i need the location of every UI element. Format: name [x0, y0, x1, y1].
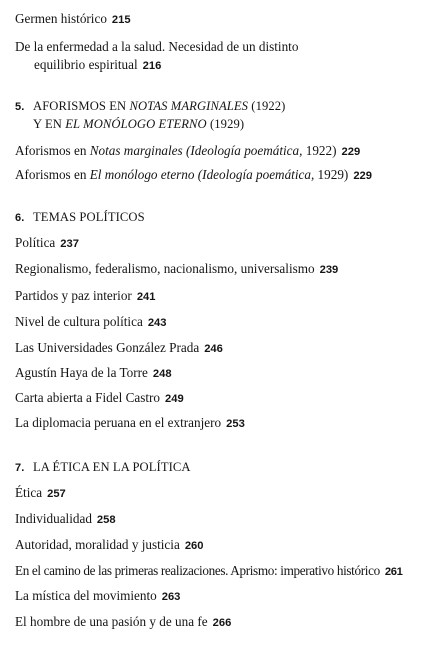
page-number: 253: [226, 418, 245, 430]
entry-title: Autoridad, moralidad y justicia: [15, 537, 180, 552]
page-number: 249: [165, 393, 184, 405]
entry-title-year: 1929): [314, 167, 349, 182]
toc-entry: [15, 143, 360, 160]
toc-entry: [15, 261, 338, 278]
section-title-year: (1929): [206, 117, 245, 131]
toc-entry: [15, 11, 131, 28]
page-number: 229: [353, 170, 372, 182]
toc-entry: [15, 563, 402, 580]
page-number: 258: [96, 514, 116, 526]
entry-title: Germen histórico: [15, 11, 107, 26]
section-heading-cont: [33, 116, 244, 132]
entry-title-cont: equilibrio espiritual: [34, 57, 138, 72]
section-number: 7.: [15, 462, 25, 474]
entry-title: Individualidad: [15, 511, 92, 526]
toc-entry: [15, 314, 166, 331]
section-number: 5.: [15, 101, 25, 113]
toc-entry: [15, 340, 223, 357]
toc-entry: [15, 485, 66, 502]
entry-title: La mística del movimiento: [15, 588, 157, 603]
section-title: TEMAS POLÍTICOS: [33, 210, 145, 224]
toc-entry: [15, 365, 172, 382]
page-number: 257: [47, 488, 66, 500]
toc-entry: [15, 39, 298, 55]
page-number: 248: [152, 368, 172, 380]
entry-title: De la enfermedad a la salud. Necesidad de un distinto: [15, 39, 299, 54]
toc-entry: [15, 537, 203, 554]
entry-title-year: 1922): [302, 143, 337, 158]
toc-entry: [15, 511, 116, 528]
page-number: 216: [142, 60, 162, 72]
entry-title: Regionalismo, federalismo, nacionalismo, universalismo: [15, 261, 315, 276]
entry-title: La diplomacia peruana en el extranjero: [15, 415, 222, 430]
page-number: 246: [204, 343, 223, 355]
section-title-part: Y EN: [33, 117, 66, 131]
section-heading: [15, 209, 145, 226]
section-number: 6.: [15, 212, 25, 224]
entry-title: Política: [15, 235, 56, 250]
page-number: 229: [341, 146, 361, 158]
entry-title: Nivel de cultura política: [15, 314, 143, 329]
toc-entry: [15, 588, 180, 605]
page-number: 243: [147, 317, 167, 329]
page-number: 260: [184, 540, 204, 552]
section-heading: [15, 459, 191, 476]
entry-title-italic: El monólogo eterno (Ideología poemática,: [89, 167, 315, 182]
section-title: LA ÉTICA EN LA POLÍTICA: [33, 460, 191, 474]
toc-entry: [15, 288, 156, 305]
entry-title: Aforismos en: [15, 167, 90, 182]
page-number: 237: [60, 238, 79, 250]
toc-entry: [15, 167, 372, 184]
section-title-year: (1922): [248, 99, 286, 113]
entry-title: El hombre de una pasión y de una fe: [15, 614, 208, 629]
toc-entry: [15, 390, 184, 407]
section-title-part: AFORISMOS EN: [33, 99, 130, 113]
page-number: 266: [212, 617, 232, 629]
section-title-italic: NOTAS MARGINALES: [129, 99, 249, 113]
entry-title: Aforismos en: [15, 143, 90, 158]
page-number: 239: [319, 264, 339, 276]
toc-entry-continuation: [34, 57, 161, 74]
entry-title: Partidos y paz interior: [15, 288, 132, 303]
page-number: 241: [136, 291, 156, 303]
toc-entry: [15, 614, 231, 631]
toc-entry: [15, 415, 245, 432]
entry-title-italic: Notas marginales (Ideología poemática,: [89, 143, 303, 158]
entry-title: Ética: [15, 485, 43, 500]
toc-entry: [15, 235, 79, 252]
entry-title: Agustín Haya de la Torre: [15, 365, 148, 380]
section-heading: [15, 98, 285, 115]
page-number: 263: [161, 591, 181, 603]
entry-title: En el camino de las primeras realizaciones. Aprismo: imperativo histórico: [15, 563, 380, 578]
page-number: 261: [384, 566, 403, 578]
entry-title: Las Universidades González Prada: [15, 340, 200, 355]
section-title-italic: EL MONÓLOGO ETERNO: [65, 117, 207, 131]
entry-title: Carta abierta a Fidel Castro: [15, 390, 161, 405]
page-number: 215: [111, 14, 131, 26]
